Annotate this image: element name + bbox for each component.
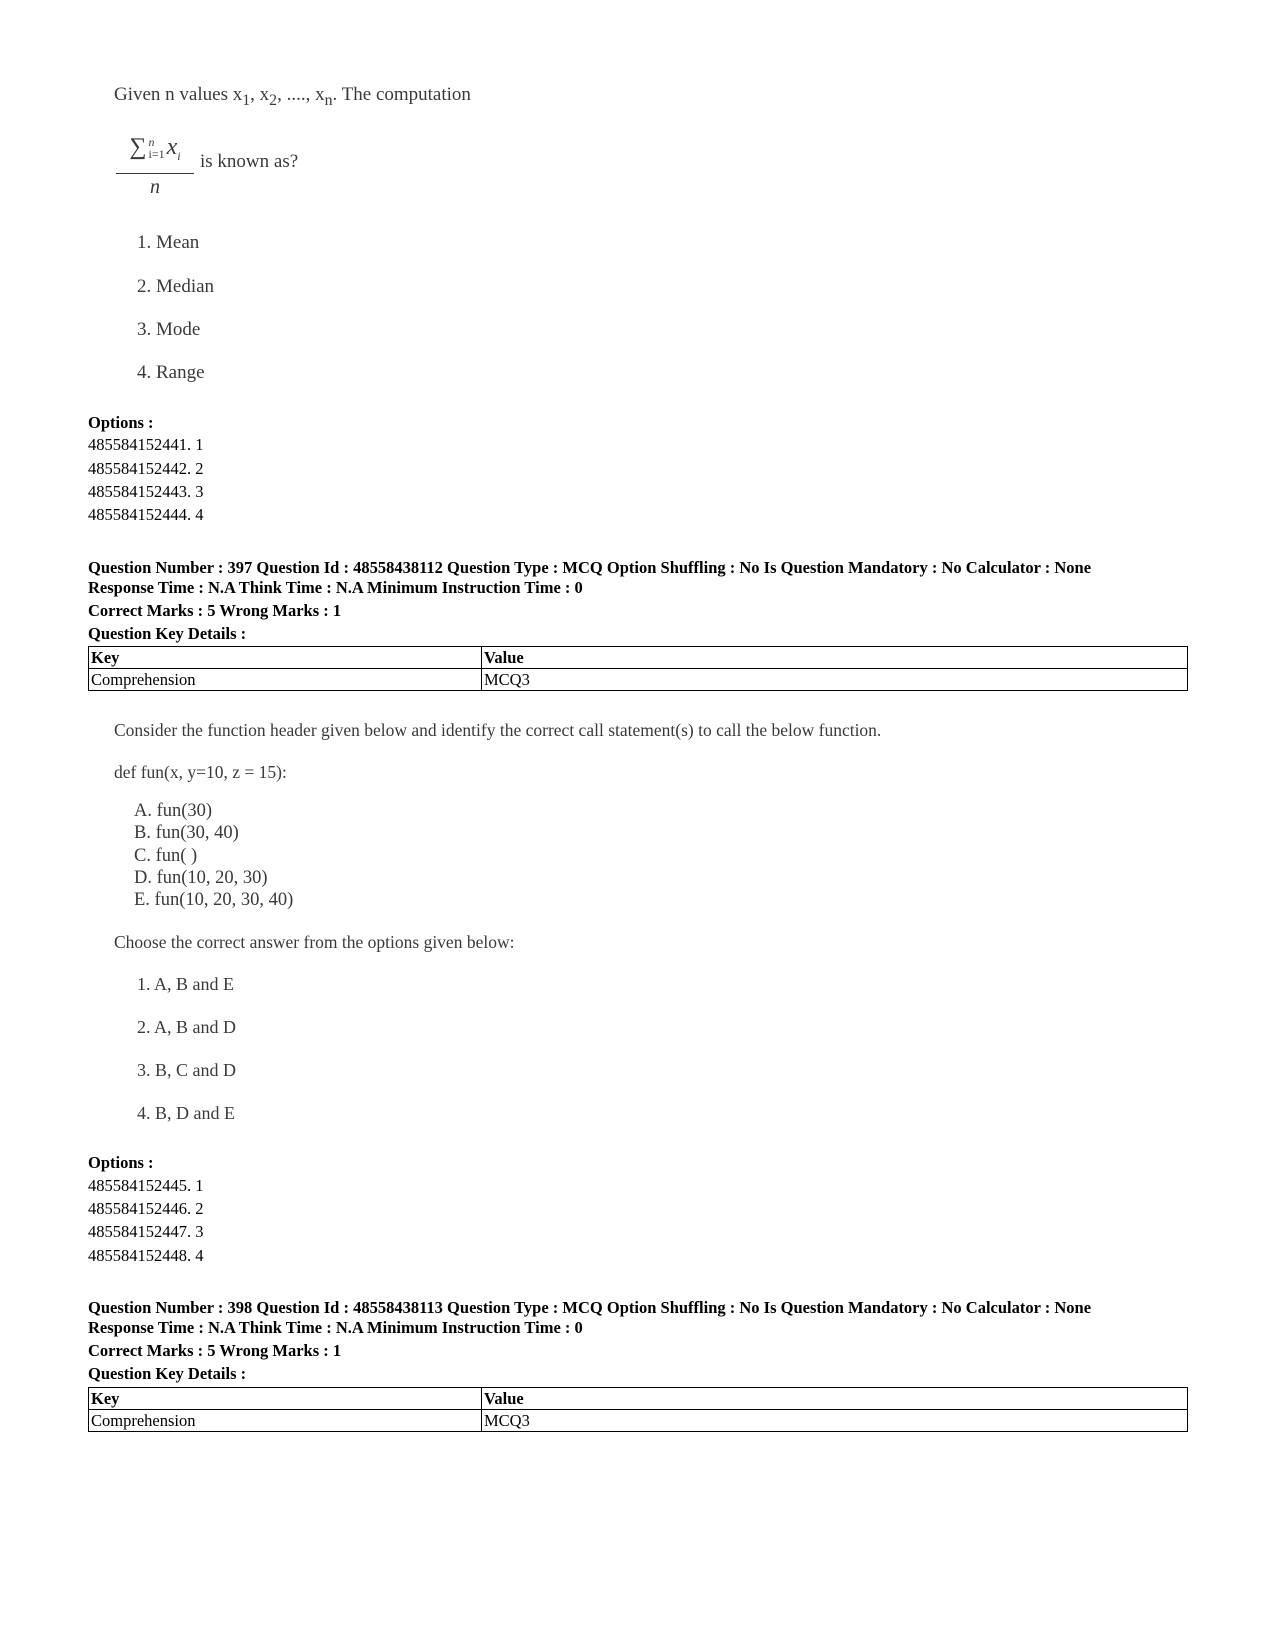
table-header-row xyxy=(89,647,1188,669)
formula-var: x xyxy=(166,134,178,160)
table-header-value: Value xyxy=(482,647,1188,669)
q1-option-2: 485584152442. 2 xyxy=(88,459,204,478)
q397-statement-c: C. fun( ) xyxy=(134,846,198,866)
table-header-key: Key xyxy=(89,647,482,669)
q398-marks: Correct Marks : 5 Wrong Marks : 1 xyxy=(88,1341,342,1360)
q1-option-1: 485584152441. 1 xyxy=(88,435,204,454)
q1-stem-subn: n xyxy=(324,91,333,109)
q1-options-heading: Options : xyxy=(88,413,154,432)
table-header-value: Value xyxy=(482,1388,1188,1410)
table-header-key: Key xyxy=(89,1388,482,1410)
q397-statement-d: D. fun(10, 20, 30) xyxy=(134,868,268,888)
formula-upper: n xyxy=(148,135,155,150)
q398-header-line2: Response Time : N.A Think Time : N.A Minimum Instruction Time : 0 xyxy=(88,1318,583,1337)
q398-key-table xyxy=(88,1387,1188,1432)
table-cell-key: Comprehension xyxy=(89,1410,482,1432)
formula-lower: i=1 xyxy=(148,147,165,162)
q397-statement-b: B. fun(30, 40) xyxy=(134,823,239,843)
q397-choice-1: 1. A, B and E xyxy=(137,974,234,994)
q397-option-1: 485584152445. 1 xyxy=(88,1176,204,1195)
q397-stem: Consider the function header given below and identify the correct call statement(s) to call the below function. xyxy=(114,720,882,740)
q397-key-details: Question Key Details : xyxy=(88,624,247,643)
q1-stem-mid2: , ...., x xyxy=(277,84,325,105)
table-cell-value: MCQ3 xyxy=(482,1410,1188,1432)
q397-header-line2: Response Time : N.A Think Time : N.A Minimum Instruction Time : 0 xyxy=(88,578,583,597)
q1-stem-mid1: , x xyxy=(250,84,270,105)
q397-options-heading: Options : xyxy=(88,1153,154,1172)
mean-formula xyxy=(116,132,298,200)
q397-header-line1: Question Number : 397 Question Id : 48558438112 Question Type : MCQ Option Shuffling : No Is Question Mandatory : No Calculator : None xyxy=(88,558,1092,577)
q397-choice-2: 2. A, B and D xyxy=(137,1017,236,1037)
q1-stem-sub2: 2 xyxy=(269,91,278,109)
table-header-row xyxy=(89,1388,1188,1410)
q1-option-4: 485584152444. 4 xyxy=(88,505,204,524)
q1-choice-3: 3. Mode xyxy=(137,319,201,340)
q397-choice-4: 4. B, D and E xyxy=(137,1103,235,1123)
q397-marks: Correct Marks : 5 Wrong Marks : 1 xyxy=(88,601,342,620)
q398-key-details: Question Key Details : xyxy=(88,1364,247,1383)
formula-var-sub: i xyxy=(177,148,181,163)
q397-statement-a: A. fun(30) xyxy=(134,801,213,821)
q1-stem-sub1: 1 xyxy=(242,91,251,109)
table-cell-value: MCQ3 xyxy=(482,669,1188,691)
q397-option-2: 485584152446. 2 xyxy=(88,1199,204,1218)
q1-option-3: 485584152443. 3 xyxy=(88,482,204,501)
q1-choice-4: 4. Range xyxy=(137,362,205,383)
table-row xyxy=(89,1410,1188,1432)
table-row xyxy=(89,669,1188,691)
formula-sigma: ∑ xyxy=(129,134,147,160)
formula-after-text: is known as? xyxy=(200,150,299,172)
q1-stem xyxy=(114,84,471,110)
q1-stem-pre: Given n values x xyxy=(114,84,243,105)
q397-choice-3: 3. B, C and D xyxy=(137,1060,236,1080)
formula-numerator xyxy=(125,132,184,173)
formula-denominator: n xyxy=(150,175,160,198)
q397-key-table xyxy=(88,646,1188,691)
q398-header-line1: Question Number : 398 Question Id : 48558438113 Question Type : MCQ Option Shuffling : No Is Question Mandatory : No Calculator : None xyxy=(88,1298,1092,1317)
q397-code: def fun(x, y=10, z = 15): xyxy=(114,762,287,782)
q1-choice-2: 2. Median xyxy=(137,276,215,297)
q1-choice-1: 1. Mean xyxy=(137,232,200,253)
q397-option-3: 485584152447. 3 xyxy=(88,1222,204,1241)
q397-instruction: Choose the correct answer from the options given below: xyxy=(114,932,515,952)
q397-option-4: 485584152448. 4 xyxy=(88,1246,204,1265)
table-cell-key: Comprehension xyxy=(89,669,482,691)
q397-statement-e: E. fun(10, 20, 30, 40) xyxy=(134,890,294,910)
q1-stem-post: . The computation xyxy=(332,84,471,105)
